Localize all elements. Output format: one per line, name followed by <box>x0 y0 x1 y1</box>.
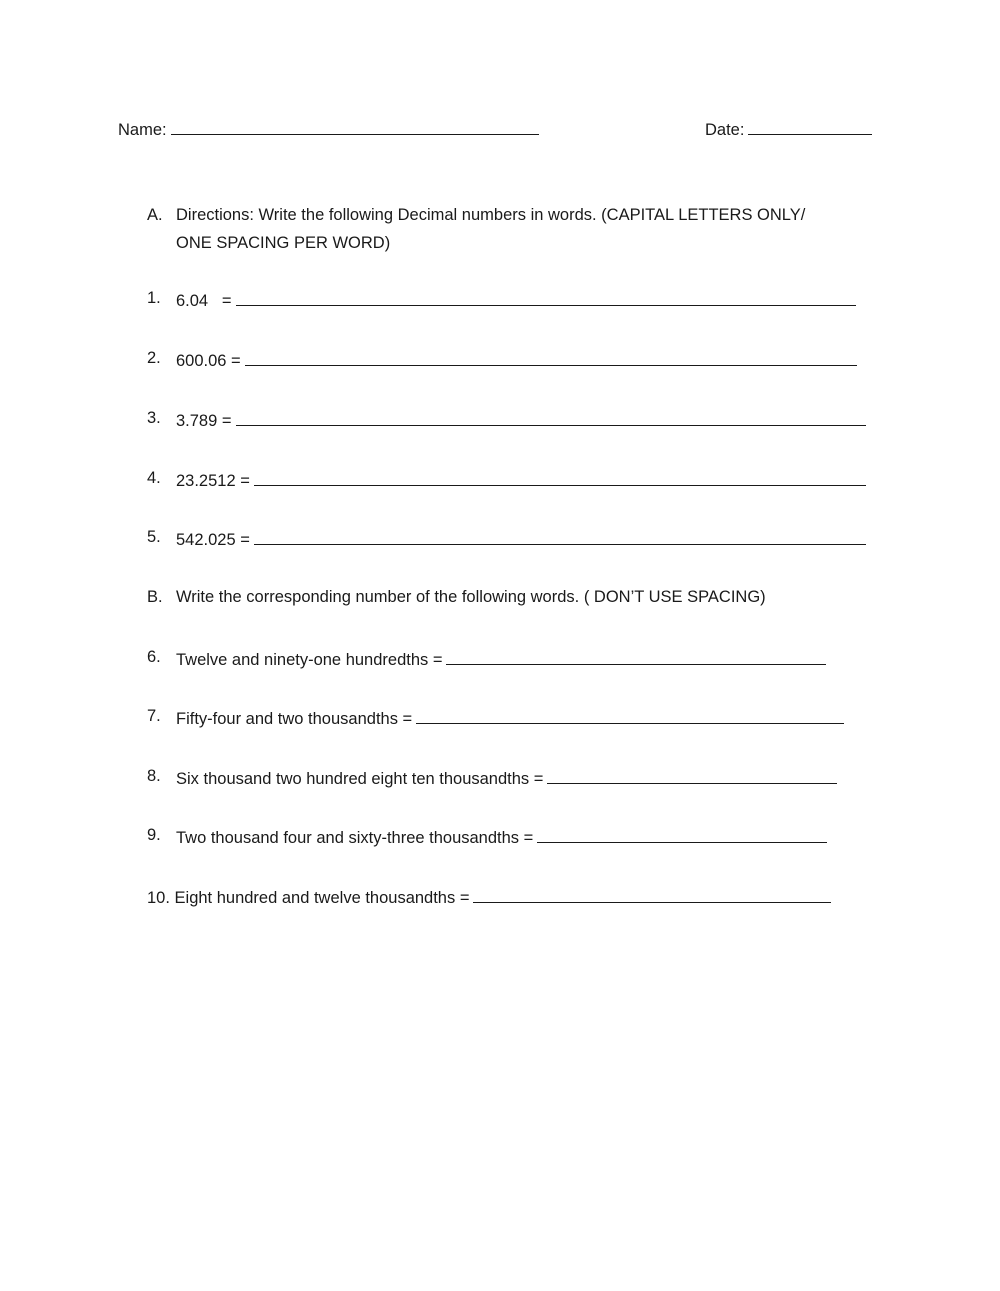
section-a-letter: A. <box>147 206 163 224</box>
date-field-row <box>705 118 872 140</box>
question-9 <box>176 826 827 848</box>
item-number: 6. <box>147 648 161 666</box>
question-text: Twelve and ninety-one hundredths = <box>176 651 443 669</box>
name-label: Name: <box>118 121 167 139</box>
question-5 <box>176 528 866 550</box>
question-text: 542.025 = <box>176 531 250 549</box>
question-text: 600.06 = <box>176 352 241 370</box>
name-field-row <box>118 118 539 140</box>
question-2 <box>176 349 857 371</box>
section-a-directions-line2: ONE SPACING PER WORD) <box>176 234 391 252</box>
item-number: 8. <box>147 767 161 785</box>
question-text: Eight hundred and twelve thousandths = <box>174 889 470 907</box>
item-number: 4. <box>147 469 161 487</box>
date-label: Date: <box>705 121 745 139</box>
name-answer-line[interactable] <box>171 118 539 135</box>
item-number: 5. <box>147 528 161 546</box>
question-text: 3.789 = <box>176 412 232 430</box>
question-3 <box>176 409 866 431</box>
question-text: 23.2512 = <box>176 472 250 490</box>
question-7 <box>176 707 844 729</box>
question-text: Fifty-four and two thousandths = <box>176 710 413 728</box>
question-1 <box>176 289 856 311</box>
answer-line[interactable] <box>236 289 856 306</box>
question-8 <box>176 767 837 789</box>
answer-line[interactable] <box>537 826 827 843</box>
date-answer-line[interactable] <box>748 118 872 135</box>
answer-line[interactable] <box>254 528 866 545</box>
answer-line[interactable] <box>254 469 866 486</box>
question-text: 6.04 = <box>176 292 232 310</box>
section-a-directions-line1: Directions: Write the following Decimal numbers in words. (CAPITAL LETTERS ONLY/ <box>176 206 806 224</box>
item-number: 9. <box>147 826 161 844</box>
question-6 <box>176 648 826 670</box>
section-b-directions: Write the corresponding number of the following words. ( DON’T USE SPACING) <box>176 588 766 606</box>
item-number: 2. <box>147 349 161 367</box>
question-4 <box>176 469 866 491</box>
section-b-letter: B. <box>147 588 163 606</box>
answer-line[interactable] <box>446 648 826 665</box>
answer-line[interactable] <box>236 409 866 426</box>
item-number: 7. <box>147 707 161 725</box>
answer-line[interactable] <box>473 886 831 903</box>
answer-line[interactable] <box>245 349 857 366</box>
answer-line[interactable] <box>547 767 837 784</box>
item-number: 1. <box>147 289 161 307</box>
question-10 <box>147 886 831 908</box>
question-text: Two thousand four and sixty-three thousandths = <box>176 829 534 847</box>
question-text: Six thousand two hundred eight ten thousandths = <box>176 770 544 788</box>
item-number: 10. <box>147 889 170 907</box>
item-number: 3. <box>147 409 161 427</box>
answer-line[interactable] <box>416 707 844 724</box>
